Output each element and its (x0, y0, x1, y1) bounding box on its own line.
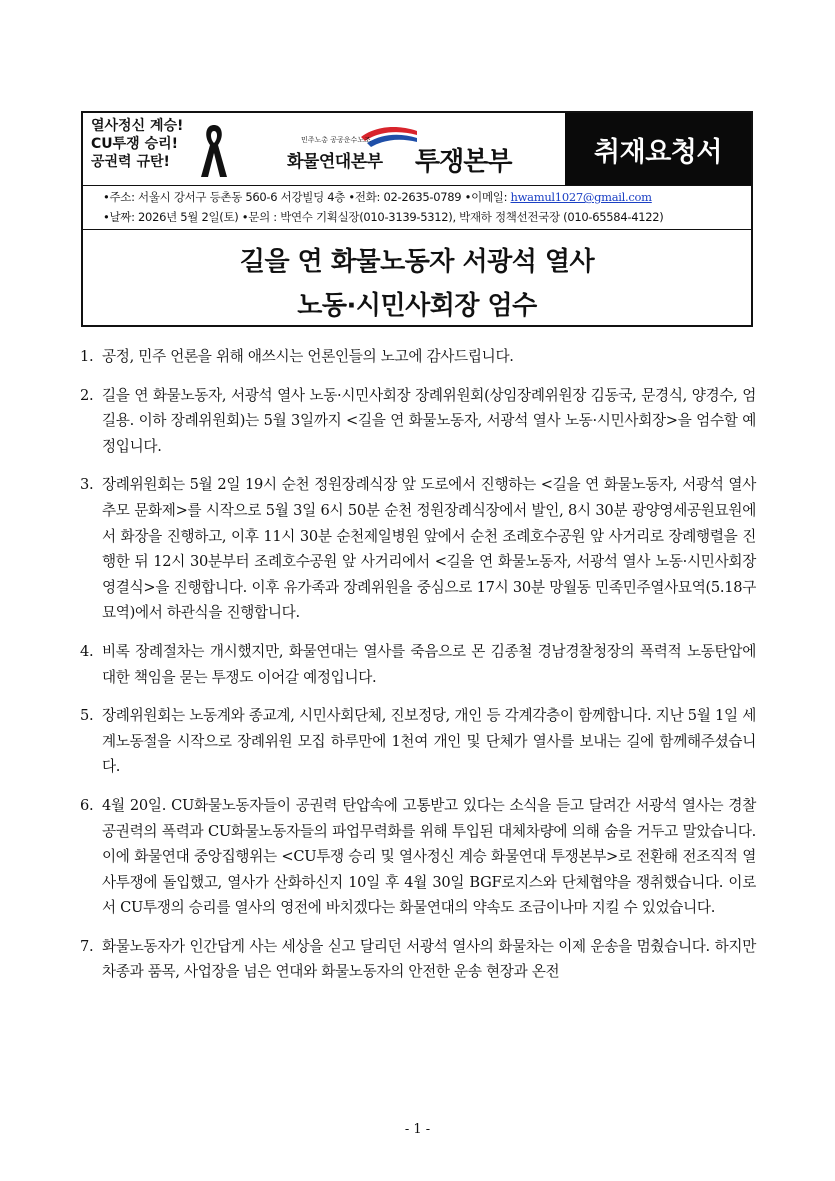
page-title-line-2: 노동·시민사회장 엄수 (297, 291, 537, 321)
list-item (80, 639, 756, 690)
item-number: 6. (80, 796, 94, 814)
item-number: 1. (80, 348, 94, 365)
address-line (103, 189, 652, 205)
item-number: 7. (80, 937, 94, 955)
address-text: •주소: 서울시 강서구 등촌동 560-6 서강빌딩 4층 •전화: 02-2635-0789 •이메일: (103, 190, 511, 204)
mourning-ribbon-icon (199, 121, 229, 179)
logo-small-text: 민주노총 공공운수노조 (301, 136, 371, 144)
item-text: 길을 연 화물노동자, 서광석 열사 노동·시민사회장 장례위원회(상임장례위원장 김동국, 문경식, 양경수, 엄길용. 이하 장례위원회)는 5월 3일까지 <길을 연 화물노동자, 서광석 열사 노동·시민사회장>을 엄수할 예정입니다. (102, 386, 756, 455)
slogan-line-3: 공권력 규탄! (91, 154, 170, 170)
logo-headquarters: 투쟁본부 (415, 147, 512, 177)
slogan (83, 113, 217, 185)
union-logo (281, 123, 561, 179)
date-contact-line: •날짜: 2026년 5월 2일(토) •문의 : 박연수 기획실장(010-3139-5312), 박재하 정책선전국장 (010-65584-4122) (103, 210, 664, 224)
item-text: 4월 20일. CU화물노동자들이 공권력 탄압속에 고통받고 있다는 소식을 듣고 달려간 서광석 열사는 경찰공권력의 폭력과 CU화물노동자들의 파업무력화를 위해 투입된 대체차량에 의해 숨을 거두고 말았습니다. 이에 화물연대 중앙집행위는 <CU투쟁 승리 및 열사정신 계승 화물연대 투쟁본부>로 전환해 전조직적 열사투쟁에 돌입했고, 열사가 산화하신지 10일 후 4월 30일 BGF로지스와 단체협약을 쟁취했습니다. 이로서 CU투쟁의 승리를 열사의 영전에 바치겠다는 화물연대의 약속도 조금이나마 지킬 수 있었습니다. (102, 796, 756, 917)
header-top (83, 113, 751, 186)
slogan-line-1: 열사정신 계승! (91, 118, 184, 134)
item-text: 장례위원회는 5월 2일 19시 순천 정원장례식장 앞 도로에서 진행하는 <길을 연 화물노동자, 서광석 열사 추모 문화제>를 시작으로 5월 3일 6시 50분 순천 정원장례식장에서 발인, 8시 30분 광양영세공원묘원에서 화장을 진행하고, 이후 11시 30분 순천제일병원 앞에서 순천 조례호수공원 앞 사거리로 장례행렬을 진행한 뒤 12시 30분부터 조례호수공원 앞 사거리에서 <길을 연 화물노동자, 서광석 열사 노동·시민사회장 영결식>을 진행합니다. 이후 유가족과 장례위원을 중심으로 17시 30분 망월동 민족민주열사묘역(5.18구묘역)에서 하관식을 진행합니다. (102, 476, 756, 622)
list-item (80, 703, 756, 780)
item-number: 3. (80, 476, 94, 494)
item-text: 화물노동자가 인간답게 사는 세상을 싣고 달리던 서광석 열사의 화물차는 이제 운송을 멈췄습니다. 하지만 차종과 품목, 사업장을 넘은 연대와 화물노동자의 안전한 운송 현장과 온전 (102, 937, 756, 981)
page-title-line-1: 길을 연 화물노동자 서광석 열사 (239, 247, 595, 277)
item-list (80, 344, 756, 998)
slogan-line-2: CU투쟁 승리! (91, 136, 178, 152)
item-text: 장례위원회는 노동계와 종교계, 시민사회단체, 진보정당, 개인 등 각계각층이 함께합니다. 지난 5월 1일 세계노동절을 시작으로 장례위원 모집 하루만에 1천여 개인 및 단체가 열사를 보내는 길에 함께해주셨습니다. (102, 707, 756, 776)
item-number: 4. (80, 642, 94, 660)
email-link[interactable]: hwamul1027@gmail.com (510, 190, 652, 204)
item-text: 비록 장례절차는 개시했지만, 화물연대는 열사를 죽음으로 몬 김종철 경남경찰청장의 폭력적 노동탄압에 대한 책임을 묻는 투쟁도 이어갈 예정입니다. (102, 642, 756, 686)
list-item (80, 793, 756, 921)
logo-name: 화물연대본부 (287, 152, 383, 172)
list-item (80, 472, 756, 626)
item-text: 공정, 민주 언론을 위해 애쓰시는 언론인들의 노고에 감사드립니다. (102, 348, 514, 365)
item-number: 5. (80, 707, 94, 725)
item-number: 2. (80, 386, 94, 404)
header-box (81, 111, 753, 327)
document-type-label: 취재요청서 (565, 113, 751, 185)
page-number: - 1 - (404, 1122, 431, 1137)
list-item (80, 344, 756, 370)
list-item (80, 383, 756, 460)
list-item (80, 934, 756, 985)
contact-info (83, 185, 751, 230)
